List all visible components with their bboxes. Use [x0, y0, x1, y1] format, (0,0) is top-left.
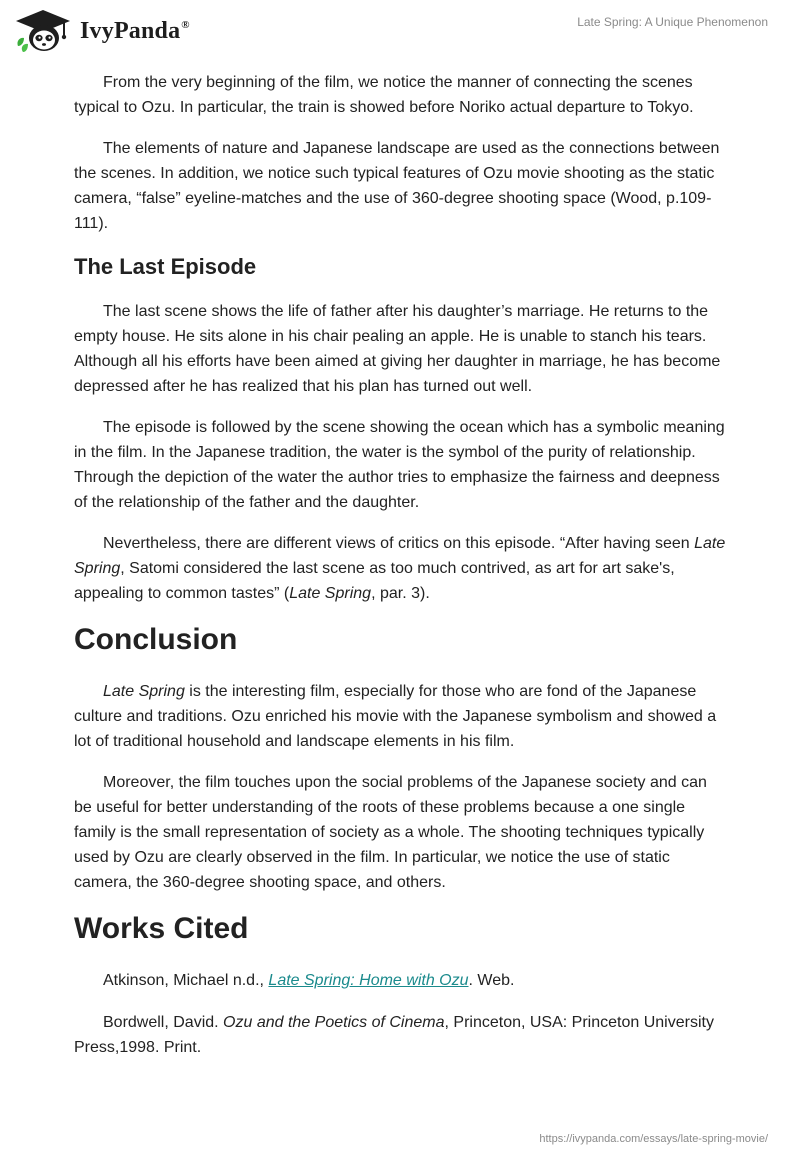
panda-graduate-icon	[14, 8, 72, 54]
heading-works-cited: Works Cited	[74, 912, 249, 945]
paragraph-7: Moreover, the film touches upon the social problems of the Japanese society and can be useful for better understanding of the roots of these problems because a one single family is the small representation of society as a whole. The shooting techniques typically used by Ozu are clearly observed in the film. In particular, we notice the use of static camera, the 360-degree shooting space, and others.	[74, 774, 707, 891]
page-header	[0, 0, 800, 60]
paragraph-1: From the very beginning of the film, we notice the manner of connecting the scenes typical to Ozu. In particular, the train is showed before Noriko actual departure to Tokyo.	[74, 74, 694, 116]
paragraph-2: The elements of nature and Japanese landscape are used as the connections between the scenes. In addition, we notice such typical features of Ozu movie shooting as the static camera, “false” eyeline-matches and the use of 360-degree shooting space (Wood, p.109-111).	[74, 140, 720, 232]
paragraph-5: Nevertheless, there are different views of critics on this episode. “After having seen Late Spring, Satomi considered the last scene as too much contrived, as art for art sake's, appealing to common tastes” (Late Spring, par. 3).	[74, 535, 726, 602]
essay-content	[74, 70, 726, 1077]
heading-conclusion: Conclusion	[74, 623, 238, 656]
brand-logo[interactable]	[14, 8, 190, 54]
brand-name: IvyPanda®	[80, 17, 190, 44]
heading-last-episode: The Last Episode	[74, 254, 257, 279]
paragraph-6: Late Spring is the interesting film, especially for those who are fond of the Japanese culture and traditions. Ozu enriched his movie with the Japanese symbolism and showed a lot of traditional household and landscape elements in his film.	[74, 683, 717, 750]
footer-url[interactable]: https://ivypanda.com/essays/late-spring-movie/	[539, 1133, 768, 1145]
paragraph-3: The last scene shows the life of father after his daughter’s marriage. He returns to the empty house. He sits alone in his chair pealing an apple. He is unable to stanch his tears. Although all his efforts have been aimed at giving her daughter in marriage, he has become depressed after he has realized that his plan has turned out well.	[74, 303, 721, 395]
document-title: Late Spring: A Unique Phenomenon	[577, 15, 768, 29]
citation-atkinson: Atkinson, Michael n.d., Late Spring: Home with Ozu. Web.	[103, 972, 515, 989]
citation-bordwell: Bordwell, David. Ozu and the Poetics of Cinema, Princeton, USA: Princeton University Press,1998. Print.	[74, 1014, 714, 1056]
paragraph-4: The episode is followed by the scene showing the ocean which has a symbolic meaning in the film. In the Japanese tradition, the water is the symbol of the purity of relationship. Through the depiction of the water the author tries to emphasize the fairness and deepness of the relationship of the father and the daughter.	[74, 419, 725, 511]
citation-link-late-spring[interactable]: Late Spring: Home with Ozu	[268, 972, 469, 989]
